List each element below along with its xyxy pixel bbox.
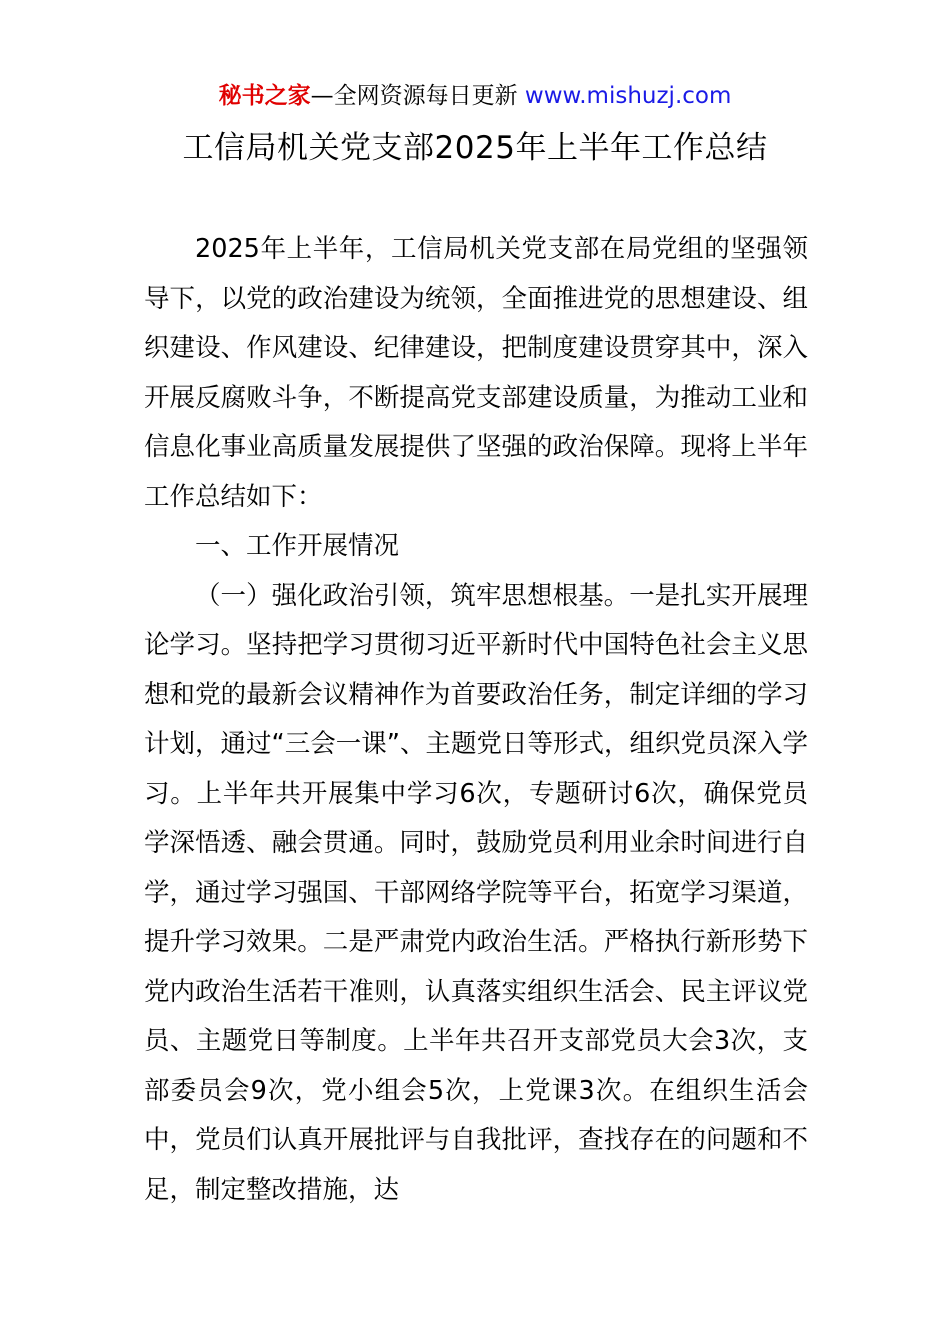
site-url-link[interactable]: www.mishuzj.com (524, 83, 732, 109)
intro-paragraph: 2025年上半年，工信局机关党支部在局党组的坚强领导下，以党的政治建设为统领，全面推进党的思想建设、组织建设、作风建设、纪律建设，把制度建设贯穿其中，深入开展反腐败斗争，不断提高党支部建设质量，为推动工业和信息化事业高质量发展提供了坚强的政治保障。现将上半年工作总结如下： (144, 234, 808, 512)
site-tagline: —全网资源每日更新 (310, 83, 518, 109)
site-header (0, 78, 950, 114)
document-title: 工信局机关党支部2025年上半年工作总结 (182, 130, 768, 166)
body-paragraph: （一）强化政治引领，筑牢思想根基。一是扎实开展理论学习。坚持把学习贯彻习近平新时代中国特色社会主义思想和党的最新会议精神作为首要政治任务，制定详细的学习计划，通过“三会一课”、主题党日等形式，组织党员深入学习。上半年共开展集中学习6次，专题研讨6次，确保党员学深悟透、融会贯通。同时，鼓励党员利用业余时间进行自学，通过学习强国、干部网络学院等平台，拓宽学习渠道，提升学习效果。二是严肃党内政治生活。严格执行新形势下党内政治生活若干准则，认真落实组织生活会、民主评议党员、主题党日等制度。上半年共召开支部党员大会3次，支部委员会9次，党小组会5次，上党课3次。在组织生活会中，党员们认真开展批评与自我批评，查找存在的问题和不足，制定整改措施，达 (144, 580, 808, 1205)
document-body (144, 225, 808, 1215)
site-name: 秘书之家 (218, 83, 311, 109)
section-heading: 一、工作开展情况 (195, 531, 400, 561)
